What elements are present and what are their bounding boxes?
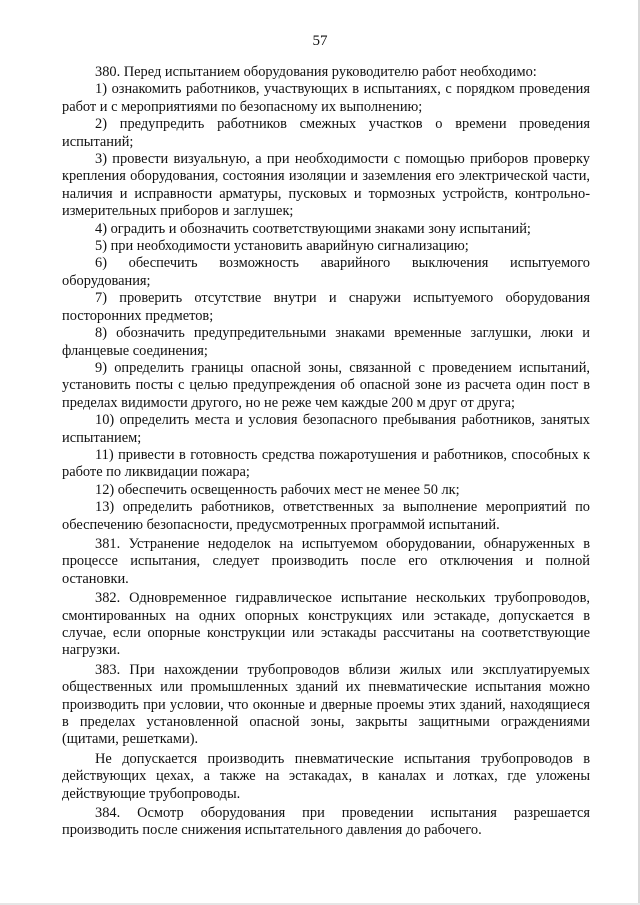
list-item-7: 7) проверить отсутствие внутри и снаружи испытуемого оборудования посторонних предметов; [62,290,590,324]
page-number: 57 [312,33,328,49]
document-body [62,64,590,840]
list-item-4: 4) оградить и обозначить соответствующими знаками зону испытаний; [95,220,531,237]
list-item-5: 5) при необходимости установить аварийную сигнализацию; [95,238,469,255]
list-item-3: 3) провести визуальную, а при необходимости с помощью приборов проверку крепления оборудования, состояния изоляции и заземления его электрической части, наличия и исправности арматуры, пусковых и тормозных устройств, контрольно-измерительных приборов и заглушек; [62,151,590,220]
list-item-11: 11) привести в готовность средства пожаротушения и работников, способных к работе по ликвидации пожара; [62,446,590,481]
list-item-8: 8) обозначить предупредительными знаками временные заглушки, люки и фланцевые соединения; [62,325,590,359]
paragraph-383-restriction: Не допускается производить пневматические испытания трубопроводов в действующих цехах, а также на эстакадах, в каналах и лотках, где уложены действующие трубопроводы. [62,750,590,802]
paragraph-382: 382. Одновременное гидравлическое испытание нескольких трубопроводов, смонтированных на одних опорных конструкциях или эстакаде, допускается в случае, если опорные конструкции или эстакады рассчитаны на соответствующие нагрузки. [62,590,590,659]
paragraph-383: 383. При нахождении трубопроводов вблизи жилых или эксплуатируемых общественных или промышленных зданий их пневматические испытания можно производить при условии, что оконные и дверные проемы этих зданий, находящиеся в пределах установленной опасной зоны, закрыты защитными ограждениями (щитами, решетками). [62,661,590,748]
list-item-10: 10) определить места и условия безопасного пребывания работников, занятых испытанием; [62,412,590,446]
paragraph-384: 384. Осмотр оборудования при проведении испытания разрешается производить после снижения испытательного давления до рабочего. [62,805,590,839]
list-item-6: 6) обеспечить возможность аварийного выключения испытуемого оборудования; [62,255,590,289]
list-item-9: 9) определить границы опасной зоны, связанной с проведением испытаний, установить посты с целью предупреждения об опасной зоне из расчета один пост в пределах видимости другого, но не реже чем каждые 200 м друг от друга; [62,359,590,411]
list-item-13: 13) определить работников, ответственных за выполнение мероприятий по обеспечению безопасности, предусмотренных программой испытаний. [62,499,590,533]
list-item-12: 12) обеспечить освещенность рабочих мест не менее 50 лк; [95,481,460,498]
paragraph-380-intro: 380. Перед испытанием оборудования руководителю работ необходимо: [95,64,537,80]
list-item-1: 1) ознакомить работников, участвующих в испытаниях, с порядком проведения работ и с мероприятиями по безопасному их выполнению; [62,81,590,115]
paragraph-381: 381. Устранение недоделок на испытуемом оборудовании, обнаруженных в процессе испытания, следует производить после его отключения и полной остановки. [62,535,590,587]
list-item-2: 2) предупредить работников смежных участков о времени проведения испытаний; [62,116,590,150]
